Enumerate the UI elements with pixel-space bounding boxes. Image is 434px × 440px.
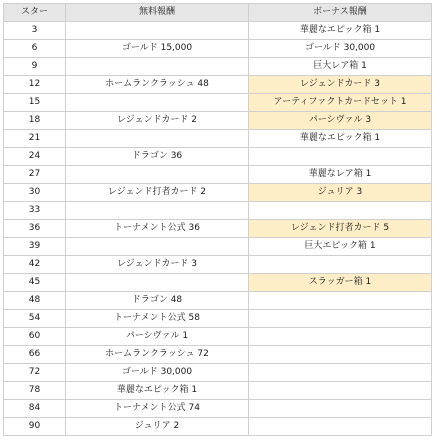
bonus-reward-column-header: ボーナス報酬 bbox=[249, 4, 432, 22]
free-reward-cell bbox=[66, 166, 249, 184]
stars-cell: 42 bbox=[4, 256, 66, 274]
free-reward-cell: ゴールド 30,000 bbox=[66, 364, 249, 382]
bonus-reward-cell-highlighted: ジュリア 3 bbox=[249, 184, 432, 202]
stars-cell: 78 bbox=[4, 382, 66, 400]
stars-cell: 33 bbox=[4, 202, 66, 220]
table-row bbox=[4, 40, 432, 58]
stars-cell: 84 bbox=[4, 400, 66, 418]
free-reward-cell bbox=[66, 274, 249, 292]
stars-cell: 9 bbox=[4, 58, 66, 76]
bonus-reward-cell: 華麗なエピック箱 1 bbox=[249, 130, 432, 148]
table-row bbox=[4, 58, 432, 76]
bonus-reward-cell bbox=[249, 328, 432, 346]
table-row bbox=[4, 76, 432, 94]
bonus-reward-cell bbox=[249, 346, 432, 364]
stars-cell: 36 bbox=[4, 220, 66, 238]
bonus-reward-cell bbox=[249, 400, 432, 418]
bonus-reward-cell bbox=[249, 364, 432, 382]
table-row bbox=[4, 220, 432, 238]
table-row bbox=[4, 112, 432, 130]
stars-cell: 27 bbox=[4, 166, 66, 184]
free-reward-cell: ジュリア 2 bbox=[66, 418, 249, 436]
free-reward-cell bbox=[66, 58, 249, 76]
stars-cell: 48 bbox=[4, 292, 66, 310]
stars-cell: 45 bbox=[4, 274, 66, 292]
free-reward-cell: ドラゴン 36 bbox=[66, 148, 249, 166]
stars-cell: 18 bbox=[4, 112, 66, 130]
header-row bbox=[4, 4, 432, 22]
free-reward-cell: トーナメント公式 74 bbox=[66, 400, 249, 418]
free-reward-cell: ゴールド 15,000 bbox=[66, 40, 249, 58]
free-reward-cell: トーナメント公式 36 bbox=[66, 220, 249, 238]
table-row bbox=[4, 184, 432, 202]
free-reward-column-header: 無料報酬 bbox=[66, 4, 249, 22]
stars-cell: 54 bbox=[4, 310, 66, 328]
bonus-reward-cell-highlighted: アーティファクトカードセット 1 bbox=[249, 94, 432, 112]
bonus-reward-cell-highlighted: レジェンド打者カード 5 bbox=[249, 220, 432, 238]
bonus-reward-cell bbox=[249, 310, 432, 328]
bonus-reward-cell bbox=[249, 418, 432, 436]
stars-cell: 15 bbox=[4, 94, 66, 112]
bonus-reward-cell-highlighted: レジェンドカード 3 bbox=[249, 76, 432, 94]
table-row bbox=[4, 310, 432, 328]
stars-cell: 66 bbox=[4, 346, 66, 364]
bonus-reward-cell bbox=[249, 202, 432, 220]
bonus-reward-cell: 華麗なエピック箱 1 bbox=[249, 22, 432, 40]
stars-column-header: スター bbox=[4, 4, 66, 22]
table-row bbox=[4, 346, 432, 364]
bonus-reward-cell: 巨大エピック箱 1 bbox=[249, 238, 432, 256]
table-row bbox=[4, 382, 432, 400]
table-row bbox=[4, 22, 432, 40]
stars-cell: 21 bbox=[4, 130, 66, 148]
free-reward-cell bbox=[66, 130, 249, 148]
free-reward-cell: パーシヴァル 1 bbox=[66, 328, 249, 346]
table-row bbox=[4, 94, 432, 112]
bonus-reward-cell bbox=[249, 256, 432, 274]
bonus-reward-cell bbox=[249, 292, 432, 310]
table-row bbox=[4, 238, 432, 256]
table-row bbox=[4, 274, 432, 292]
free-reward-cell: ドラゴン 48 bbox=[66, 292, 249, 310]
stars-cell: 3 bbox=[4, 22, 66, 40]
table-row bbox=[4, 418, 432, 436]
free-reward-cell bbox=[66, 238, 249, 256]
bonus-reward-cell-highlighted: スラッガー箱 1 bbox=[249, 274, 432, 292]
bonus-reward-cell-highlighted: パーシヴァル 3 bbox=[249, 112, 432, 130]
stars-cell: 39 bbox=[4, 238, 66, 256]
free-reward-cell: 華麗なエピック箱 1 bbox=[66, 382, 249, 400]
bonus-reward-cell: 華麗なレア箱 1 bbox=[249, 166, 432, 184]
table-row bbox=[4, 400, 432, 418]
free-reward-cell bbox=[66, 94, 249, 112]
table-row bbox=[4, 130, 432, 148]
free-reward-cell: レジェンド打者カード 2 bbox=[66, 184, 249, 202]
stars-cell: 30 bbox=[4, 184, 66, 202]
table-row bbox=[4, 328, 432, 346]
table-row bbox=[4, 148, 432, 166]
bonus-reward-cell: 巨大レア箱 1 bbox=[249, 58, 432, 76]
table-row bbox=[4, 364, 432, 382]
stars-cell: 90 bbox=[4, 418, 66, 436]
stars-cell: 60 bbox=[4, 328, 66, 346]
table-row bbox=[4, 166, 432, 184]
rewards-table-body bbox=[4, 22, 432, 436]
rewards-table bbox=[3, 3, 432, 436]
free-reward-cell bbox=[66, 202, 249, 220]
stars-cell: 24 bbox=[4, 148, 66, 166]
table-row bbox=[4, 256, 432, 274]
table-row bbox=[4, 202, 432, 220]
stars-cell: 72 bbox=[4, 364, 66, 382]
free-reward-cell: トーナメント公式 58 bbox=[66, 310, 249, 328]
free-reward-cell: レジェンドカード 3 bbox=[66, 256, 249, 274]
stars-cell: 6 bbox=[4, 40, 66, 58]
bonus-reward-cell bbox=[249, 148, 432, 166]
free-reward-cell: レジェンドカード 2 bbox=[66, 112, 249, 130]
free-reward-cell: ホームランクラッシュ 72 bbox=[66, 346, 249, 364]
bonus-reward-cell bbox=[249, 382, 432, 400]
stars-cell: 12 bbox=[4, 76, 66, 94]
rewards-table-header bbox=[4, 4, 432, 22]
table-row bbox=[4, 292, 432, 310]
free-reward-cell bbox=[66, 22, 249, 40]
free-reward-cell: ホームランクラッシュ 48 bbox=[66, 76, 249, 94]
bonus-reward-cell: ゴールド 30,000 bbox=[249, 40, 432, 58]
